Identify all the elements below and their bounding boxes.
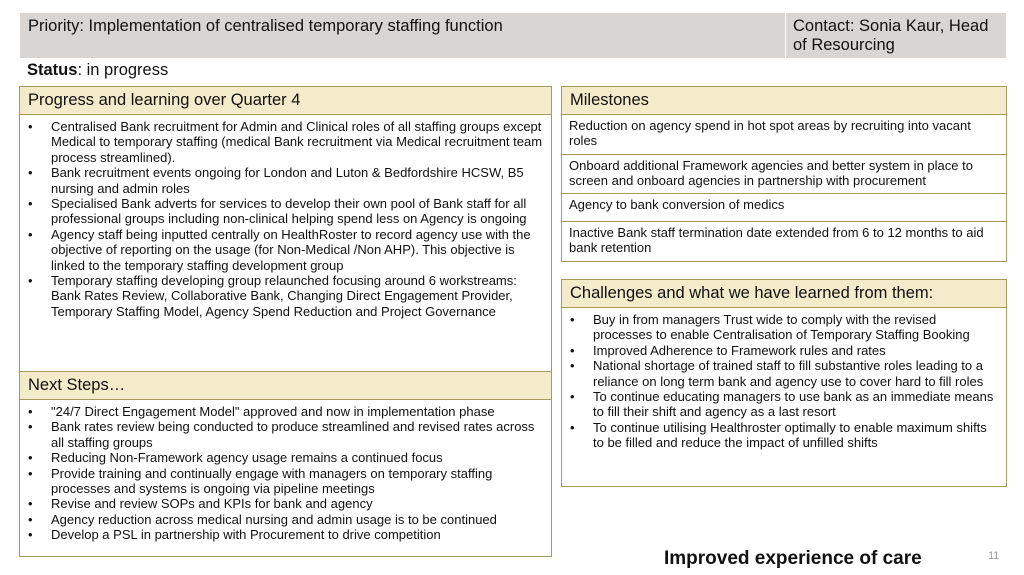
- priority-text: Priority: Implementation of centralised temporary staffing function: [28, 17, 503, 35]
- progress-panel: [19, 86, 552, 372]
- page-number: 11: [988, 550, 1000, 562]
- list-item: • Revise and review SOPs and KPIs for bank and agency: [51, 496, 543, 511]
- next-steps-panel: [19, 371, 552, 557]
- list-item: • To continue educating managers to use bank as an immediate means to fill their shift and agency as a last resort: [593, 389, 998, 420]
- list-item: • Specialised Bank adverts for services to develop their own pool of Bank staff for all professional groups including non-clinical helping spend less on Agency is ongoing: [51, 196, 543, 227]
- milestone-row: Reduction on agency spend in hot spot areas by recruiting into vacant roles: [562, 115, 1006, 155]
- contact-header: [786, 13, 1006, 58]
- list-item: • Develop a PSL in partnership with Procurement to drive competition: [51, 527, 543, 542]
- challenges-panel: [561, 279, 1007, 487]
- list-item: • Agency reduction across medical nursing and admin usage is to be continued: [51, 512, 543, 527]
- list-item: • Agency staff being inputted centrally on HealthRoster to record agency use with the objective of reporting on the usage (for Non-Medical /Non AHP). This objective is linked to the temporary staffing development group: [51, 227, 543, 273]
- list-item: • Temporary staffing developing group relaunched focusing around 6 workstreams: Bank Rates Review, Collaborative Bank, Changing Direct Engagement Provider, Temporary Staffing Model, Agency Spend Reduction and Project Governance: [51, 273, 543, 319]
- list-item: • Improved Adherence to Framework rules and rates: [593, 343, 998, 358]
- list-item: • Bank recruitment events ongoing for London and Luton & Bedfordshire HCSW, B5 nursing and admin roles: [51, 165, 543, 196]
- list-item: • Reducing Non-Framework agency usage remains a continued focus: [51, 450, 543, 465]
- milestone-row: Onboard additional Framework agencies and better system in place to screen and onboard agencies in partnership with procurement: [562, 155, 1006, 194]
- progress-title: Progress and learning over Quarter 4: [20, 87, 551, 115]
- next-steps-title: Next Steps…: [20, 372, 551, 400]
- status-value: : in progress: [77, 61, 169, 79]
- challenges-list: [562, 308, 1006, 451]
- status-line: [27, 61, 168, 80]
- milestone-row: Agency to bank conversion of medics: [562, 194, 1006, 222]
- progress-list: [20, 115, 551, 319]
- milestone-row: Inactive Bank staff termination date extended from 6 to 12 months to aid bank retention: [569, 225, 984, 256]
- contact-text: Contact: Sonia Kaur, Head of Resourcing: [793, 17, 989, 54]
- status-label: Status: [27, 61, 78, 79]
- milestones-title: Milestones: [562, 87, 1006, 115]
- list-item: • To continue utilising Healthroster optimally to enable maximum shifts to be filled and reduce the impact of unfilled shifts: [593, 420, 998, 451]
- list-item: • Buy in from managers Trust wide to comply with the revised processes to enable Centralisation of Temporary Staffing Booking: [593, 312, 998, 343]
- milestones-panel: [561, 86, 1007, 262]
- list-item: • Bank rates review being conducted to produce streamlined and revised rates across all staffing groups: [51, 419, 543, 450]
- list-item: • Provide training and continually engage with managers on temporary staffing processes and systems is ongoing via pipeline meetings: [51, 466, 543, 497]
- next-steps-list: [20, 400, 551, 543]
- priority-header: [20, 13, 785, 58]
- list-item: • National shortage of trained staff to fill substantive roles leading to a reliance on long term bank and agency use to cover hard to fill roles: [593, 358, 998, 389]
- challenges-title: Challenges and what we have learned from them:: [562, 280, 1006, 308]
- footer-tagline: Improved experience of care: [664, 548, 922, 569]
- list-item: • Centralised Bank recruitment for Admin and Clinical roles of all staffing groups except Medical to temporary staffing (medical Bank recruitment via Medical recruitment team process streamlined).: [51, 119, 543, 165]
- list-item: • "24/7 Direct Engagement Model" approved and now in implementation phase: [51, 404, 543, 419]
